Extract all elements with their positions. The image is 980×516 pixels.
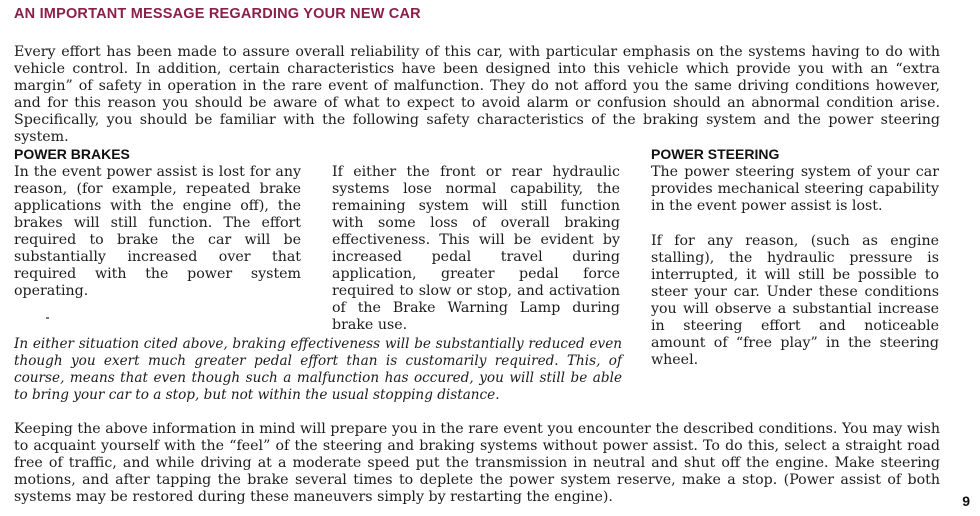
power-steering-paragraph-1: The power steering system of your car provides mechanical steering capability in the event power assist is lost.: [651, 164, 939, 214]
decorative-dot: [46, 317, 49, 319]
closing-paragraph: Keeping the above information in mind will prepare you in the rare event you encounter the described conditions. You may wish to acquaint yourself with the “feel” of the steering and braking systems without power assist. To do this, select a straight road free of traffic, and while driving at a moderate speed put the transmission in neutral and shut off the engine. Make steering motions, and after tapping the brake several times to deplete the power system reserve, make a stop. (Power assist of both systems may be restored during these maneuvers simply by restarting the engine).: [14, 421, 940, 505]
power-steering-heading: POWER STEERING: [651, 146, 780, 162]
power-brakes-hydraulic-paragraph: If either the front or rear hydraulic systems lose normal capability, the remaining system will still function with some loss of overall braking effectiveness. This will be evident by increased pedal travel during application, greater pedal force required to slow or stop, and activation of the Brake Warning Lamp during brake use.: [332, 164, 620, 333]
page-title: AN IMPORTANT MESSAGE REGARDING YOUR NEW CAR: [14, 6, 421, 22]
power-brakes-assist-lost-paragraph: In the event power assist is lost for any reason, (for example, repeated brake applications with the engine off), the brakes will still function. The effort required to brake the car will be substantially increased over that required with the power system operating.: [14, 164, 301, 299]
power-steering-paragraph-2: If for any reason, (such as engine stalling), the hydraulic pressure is interrupted, it will still be possible to steer your car. Under these conditions you will observe a substantial increase in steering effort and noticeable amount of “free play” in the steering wheel.: [651, 233, 939, 368]
power-brakes-heading: POWER BRAKES: [14, 146, 130, 162]
power-brakes-italic-note: In either situation cited above, braking effectiveness will be substantially reduced even though you exert much greater pedal effort than is customarily required. This, of course, means that even though such a malfunction has occured, you will still be able to bring your car to a stop, but not within the usual stopping distance.: [14, 336, 622, 403]
intro-paragraph: Every effort has been made to assure overall reliability of this car, with particular emphasis on the systems having to do with vehicle control. In addition, certain characteristics have been designed into this vehicle which provide you with an “extra margin” of safety in operation in the rare event of malfunction. They do not afford you the same driving conditions however, and for this reason you should be aware of what to expect to avoid alarm or confusion should an abnormal condition arise. Specifically, you should be familiar with the following safety characteristics of the braking system and the power steering system.: [14, 44, 940, 145]
page-number: 9: [962, 493, 970, 509]
